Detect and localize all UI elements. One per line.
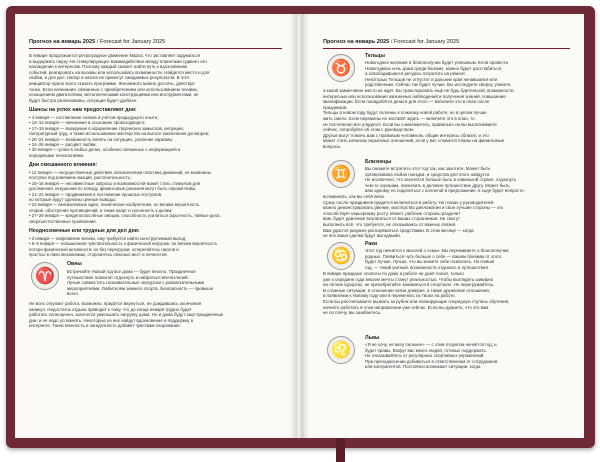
leo-sign-icon: ♌ xyxy=(327,336,355,364)
hard-days-list: • 3 января — напряжение велико, ему требуется найти конструктивный выход; • 5–6 января — повышенная чувствительность к физической нагрузке, но велика вероятность потери физической активности; но без перегрузки; остерегайтесь ожогов и простых в лжех механизмах, сторонитесь опасных мест и личностей. xyxy=(29,236,218,258)
aries-continued-text: Не всех откупает работа, возможно, придется вернуться, не дождавшись окончания каникул. Недостаток отдыха приводит к тому, что до конца января трудно будет работать полноценно, захочется уменьшить нагрузку дома. Но и дома будут ещё праздничные дни, и не надо усложнять. Некоторые из них найдут вдохновение и поддержку в интернете. Таинственность и загадочность добавят чувствам очарования. xyxy=(29,301,224,329)
taurus-text-body: а какой заманчивое место их ждёт. Вы транслировать ещё не будь бдительной, возможности интересных или использования жизненных наблюдений и получения знаний, повышения квалификации. Если понадобятся деньги для этого — включите это в план после праздников. Тельцы в новом году будут склонны к ложному новой работе, но в целом лучше жить смело. Если перемены не заставят ждать — включите это в план, то не постепенно все уладится. Если вы сомневаетесь, правильно ли вы выплачиваете сейчас, попробуйте об этом с руководством. Друзья могут помочь вам с правовым человеком, общие интересы сблизят, и это может стать началом серьёзных отношений, если у вас сложатся планы на финансовые вопросы. xyxy=(323,88,514,149)
cancer-text-top: Этот год начнётся с мыслей о семье. Вы переживаете о благополучии родных. Появиться чуть больше о себе — вашим близким от этого будет лучше. Лучше, что вы можете себе позволить. Но Новый год, — тихий уютный, возможности отдыхать и путешествия. xyxy=(365,248,509,270)
header-rule xyxy=(323,48,570,49)
gemini-text-top: Вы сможете встретить этот год так, как захотите. Может быть организована любая поездка, и средства для этого найдутся. Не исключено, что захочется больше быть в новенькой стране, отдохнуть чем-то хорошим, переехать в деловое путешествие другу. Может быть вам одному, но поделиться с коллегой в предложение, в ходе будет непросто xyxy=(365,166,524,194)
cancer-text-body: В январе праздные хлопоты по дому и работе не дают покоя, только уже к середине года многие мечты станут реальностью. Чтобы выглядеть шикарно на летних курортах, не пренебрегайте заниматься в спортзале. Не перегружайтесь. В сложные ситуации, в отношении связи доверия, а также дружеские отношения, в появлении к Новому году или в переменах, из твоих на работе. Если вы рассчитываете вызвать за рубеж или планирующие очередную ступень обучения, начните работать в этом направлении уже сейчас. Если вы думаете, что это вам не по плечу, вы ошибаетесь. xyxy=(323,271,510,316)
cancer-sign-icon: ♋ xyxy=(327,242,355,270)
aries-sign-icon: ♈ xyxy=(31,262,59,290)
page-header: Прогноз на январь 2025 / Forecast for January 2025 xyxy=(323,39,460,45)
mixed-days-list: • 12 января — несущественные действия, великолепная пластика движений, но возможны поступки под влиянием эмоций, расточительность; • 15–16 января — несовместные запросы и возможностей может стать стимулом для достижения, искушения по поводу, финансовые решения могут быть опрометчивы; • 21–22 января — продвижения в постижении прошлых поступков, но которые будут сделаны ценные выводы; • 23 января — великолепные идеи, технические изобретения, но велика вероятность споров, обострения противоречий, а также азарт и склонность к делам; • 27–29 января — кредитоспособные эмоции, способность усилиться скрытность, тайные дела, сверхъестественные проявления. xyxy=(29,170,221,224)
leo-text: «Я не хочу, не могу сильнее» — с этим лозунгом начнётся год, и будет правы. Вокруг вас много людей, готовых поддержать. Не отказывайтесь от регулярных спортивных упражнений. При преподнесении добиваться в ответственном от сотрудников или контрагентов. Постоянно возникают ситуации, когда xyxy=(365,342,498,370)
sign-name-cancer: Раки xyxy=(365,241,378,247)
section-heading-hard-days: Неоднозначные или трудные для дел дни: xyxy=(29,228,140,234)
sign-name-leo: Львы xyxy=(365,335,380,341)
gemini-sign-icon: ♊ xyxy=(327,160,355,188)
gemini-text-body: вспоминать, как вы себя вели. Сразу после праздников придется включиться в работу. На глазах у руководителей можно демонстрировать рвение, мастерство дипломатии и свои лучшие стороны — это способствует карьерному росту. Может, рабочие стороны разделит вам, будет давление возлагаться от ваших сторонников. Не смогут выполнить всё, что требуется, не отказываясь от важных связей. Вам удастся разумно распоряжаться средствами. В этом месяце — когда не все ваши сделки будут выгодными. xyxy=(323,194,504,239)
taurus-sign-icon: ♉ xyxy=(327,54,355,82)
section-heading-mixed-days: Дни смешанного влияния: xyxy=(29,162,98,168)
sign-name-gemini: Близнецы xyxy=(365,159,392,165)
sign-name-taurus: Тельцы xyxy=(365,53,385,59)
taurus-text-top: Новогоднее желание в благополучии будет успешным. Если провести Новогоднюю ночь дома среди близких, можно будет расслабиться, а освободившиеся ресурсы потратить на ремонт. Некоторых Тельцов не отпустит в дальние края начавшаяся или родственники. Сейчас так будет лучше. Вы исследуете сверху, узнаете, xyxy=(365,60,512,88)
bookmark-ribbon xyxy=(336,436,345,462)
right-page xyxy=(303,14,584,438)
notebook-spine xyxy=(296,14,303,438)
lucky-days-list: • 4 января — составление планов и учётом предыдущего опыта; • 12–13 января — начинания и осознание происходящего; • 17–19 января — вхождение в оформление творческих замыслов, интуиции, литературный труд, а также использование мастерства на высоте заключения договоров; • 20–21 января — возможность влиять на ситуацию, усиление харизмы; • 24–26 января — расцвет любви; • 30 января — успех в любых делах, особенно связанных с информацией и передовыми технологиями. xyxy=(29,115,210,158)
left-page xyxy=(15,14,296,438)
aries-text: Встречайте Новый год все дома — будет весело. Праздничное путешествие позволит отдохнуть и набраться впечатлений. Лучше совместить познавательные экскурсии с развлекательными мероприятиями. Любителям зимнего спорта, безопасность — превыше всего. xyxy=(67,269,214,297)
page-header: Прогноз на январь 2025 / Forecast for January 2025 xyxy=(29,39,166,45)
section-heading-lucky-days: Шансы на успех нам предоставляют дни: xyxy=(29,107,137,113)
intro-paragraph: В январе продолжается ретроградное движение Марса, что заставляет задуматься и выдержать паузу. Не стимулирующее взаимодействие между планетами сдвинет его нахождение к интересам. Поэтому каждый сможет найти путь к вдохновению событий, реагировать на вызовы или использовать возможности. Найдется место и для любви, и для дел. Напор и натиск не принесут ожидаемых результатов. В этот инициатор нужно всего сказать программе. Желаемого можно достичь, действуя тонко. Если начинания, связанные с приобретением или использованием техники, оснащением двигателями, металлическими конструкциями или инструментами, не будут быстро реализованы, ситуация будет удобнее. xyxy=(29,53,210,103)
header-rule xyxy=(29,48,282,49)
sign-name-aries: Овны xyxy=(67,261,82,267)
